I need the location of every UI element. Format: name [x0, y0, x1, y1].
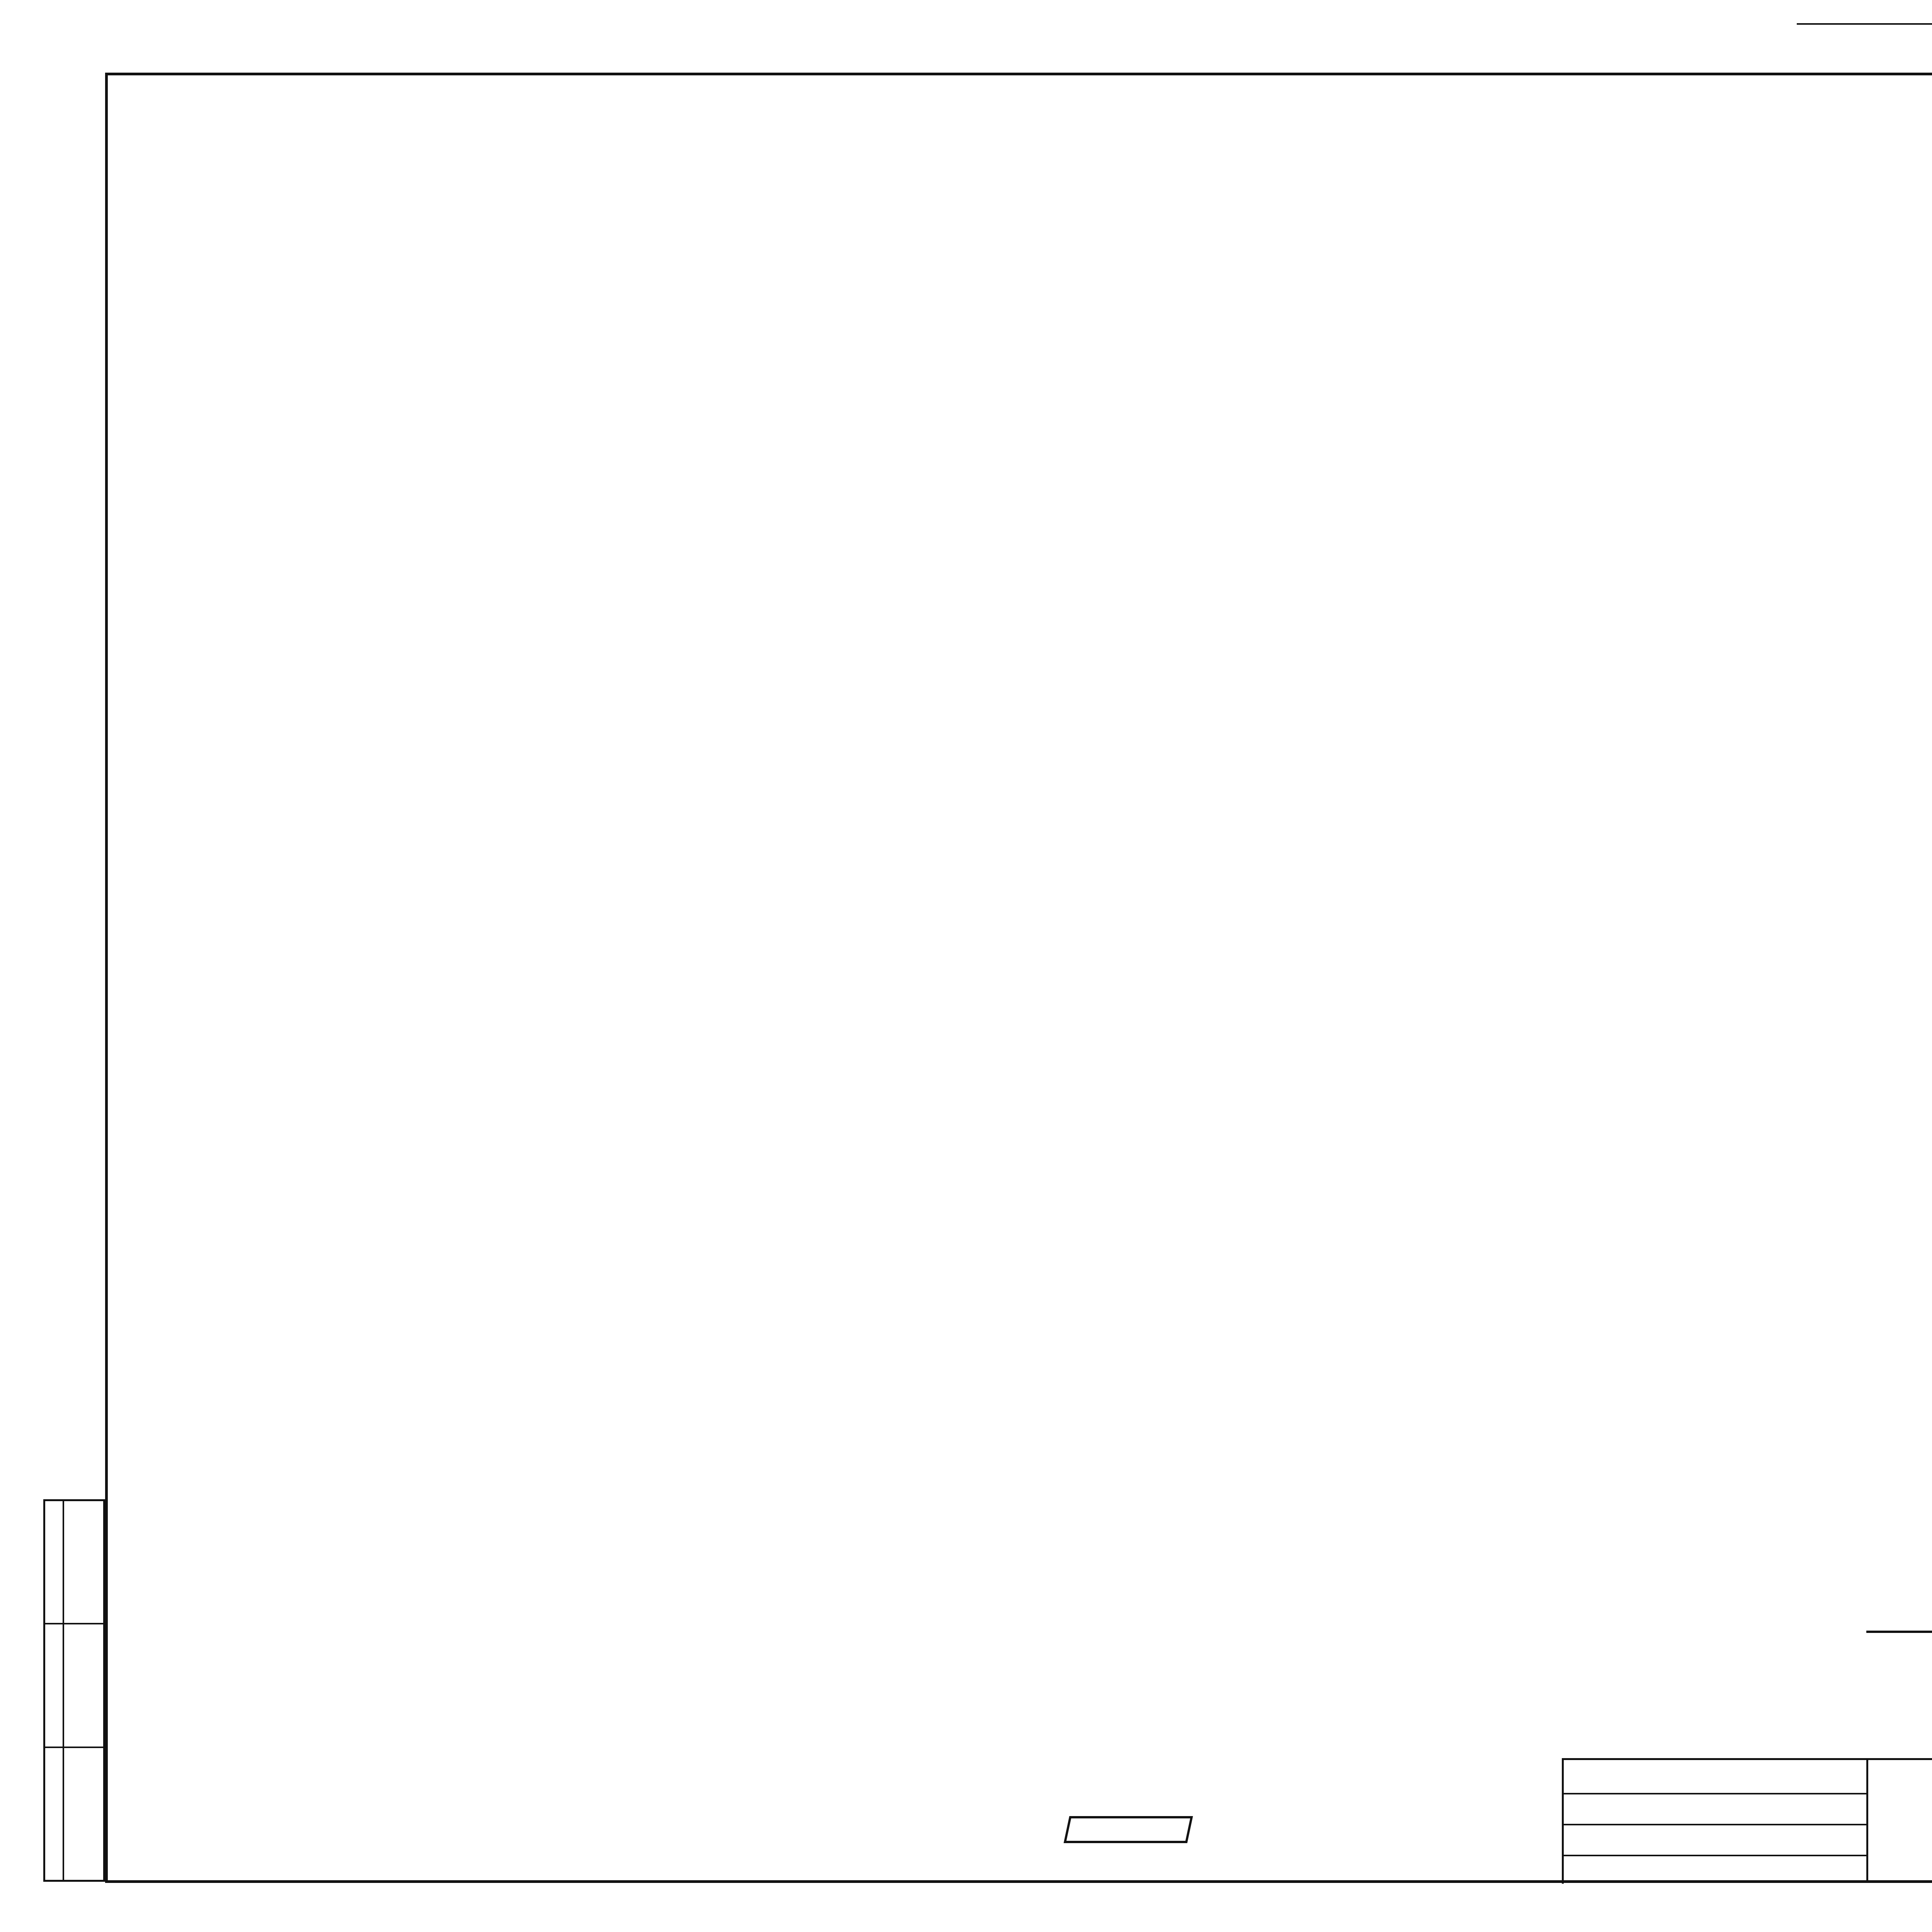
side-stamp-hdiv2	[43, 1747, 105, 1748]
side-stamp-hdiv1	[43, 1623, 105, 1624]
side-stamp-divider	[63, 1499, 64, 1882]
legend-box	[1064, 1816, 1193, 1843]
privyazan-line3	[1562, 1855, 1867, 1856]
privyazan-line1	[1562, 1793, 1867, 1794]
top-rule	[1797, 23, 1932, 25]
title-block	[1866, 1631, 1932, 1884]
privyazan-line2	[1562, 1824, 1867, 1825]
drawing-frame	[105, 73, 1932, 1883]
side-stamp	[43, 1499, 105, 1882]
